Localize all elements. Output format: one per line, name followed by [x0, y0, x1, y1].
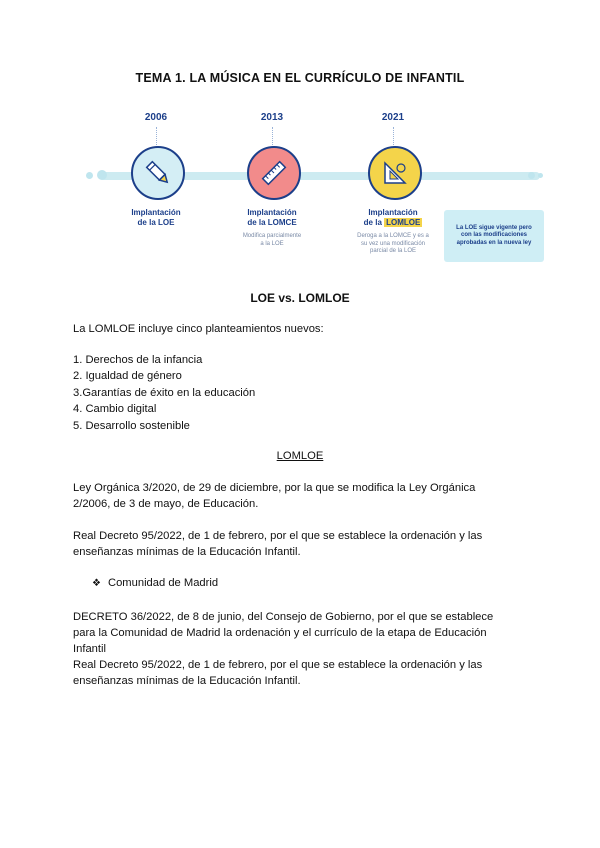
- diamond-bullet-icon: ❖: [92, 578, 101, 589]
- timeline-dot: [528, 172, 535, 179]
- milestone-desc-lomloe: Deroga a la LOMCE y es a su vez una modificación parcial de la LOE: [357, 233, 429, 254]
- year-2006: 2006: [144, 112, 168, 123]
- lomloe-heading: LOMLOE: [276, 450, 324, 462]
- list-item: 4. Cambio digital: [73, 403, 157, 416]
- section-title: LOE vs. LOMLOE: [250, 291, 350, 305]
- timeline-dot: [86, 172, 93, 179]
- list-item: 1. Derechos de la infancia: [73, 354, 203, 366]
- milestone-label-loe: Implantación de la LOE: [131, 208, 181, 227]
- timeline-note: La LOE sigue vigente pero con las modificaciones aprobadas en la nueva ley: [444, 210, 544, 262]
- timeline-dot: [538, 173, 543, 178]
- timeline-dot: [97, 170, 107, 180]
- list-item: 5. Desarrollo sostenible: [73, 419, 190, 432]
- year-2013: 2013: [260, 112, 284, 123]
- intro-text: La LOMLOE incluye cinco planteamientos nuevos:: [73, 323, 324, 335]
- real-decreto-paragraph: Real Decreto 95/2022, de 1 de febrero, por el que se establece la ordenación y las enseñanzas mínimas de la Educación Infantil.: [73, 530, 483, 558]
- milestone-label-lomce: Implantación de la LOMCE: [247, 208, 297, 227]
- list-item: 3.Garantías de éxito en la educación: [73, 386, 256, 399]
- timeline-infographic: [80, 105, 550, 270]
- milestone-desc-lomce: Modifica parcialmente a la LOE: [242, 233, 302, 247]
- set-square-icon: [368, 146, 422, 200]
- ley-organica-paragraph: Ley Orgánica 3/2020, de 29 de diciembre, por la que se modifica la Ley Orgánica 2/2006, de 3 de mayo, de Educación.: [73, 482, 476, 510]
- milestone-label-lomloe: Implantación de la LOMLOE: [363, 208, 421, 227]
- list-item: 2. Igualdad de género: [73, 370, 182, 383]
- pencil-icon: [131, 146, 185, 200]
- ruler-icon: [247, 146, 301, 200]
- document-title: TEMA 1. LA MÚSICA EN EL CURRÍCULO DE INFANTIL: [135, 71, 465, 85]
- year-2021: 2021: [381, 112, 405, 123]
- items-list: [73, 352, 255, 434]
- bullet-comunidad-madrid: ❖ Comunidad de Madrid: [92, 577, 219, 589]
- decreto-paragraph: DECRETO 36/2022, de 8 de junio, del Consejo de Gobierno, por el que se establece para la Comunidad de Madrid la ordenación y el currículo de la etapa de Educación Infantil Real Decreto 95/2022, de 1 de febrero, por el que se establece la ordenación y las enseñanzas mínimas de la Educación Infantil.: [73, 611, 494, 687]
